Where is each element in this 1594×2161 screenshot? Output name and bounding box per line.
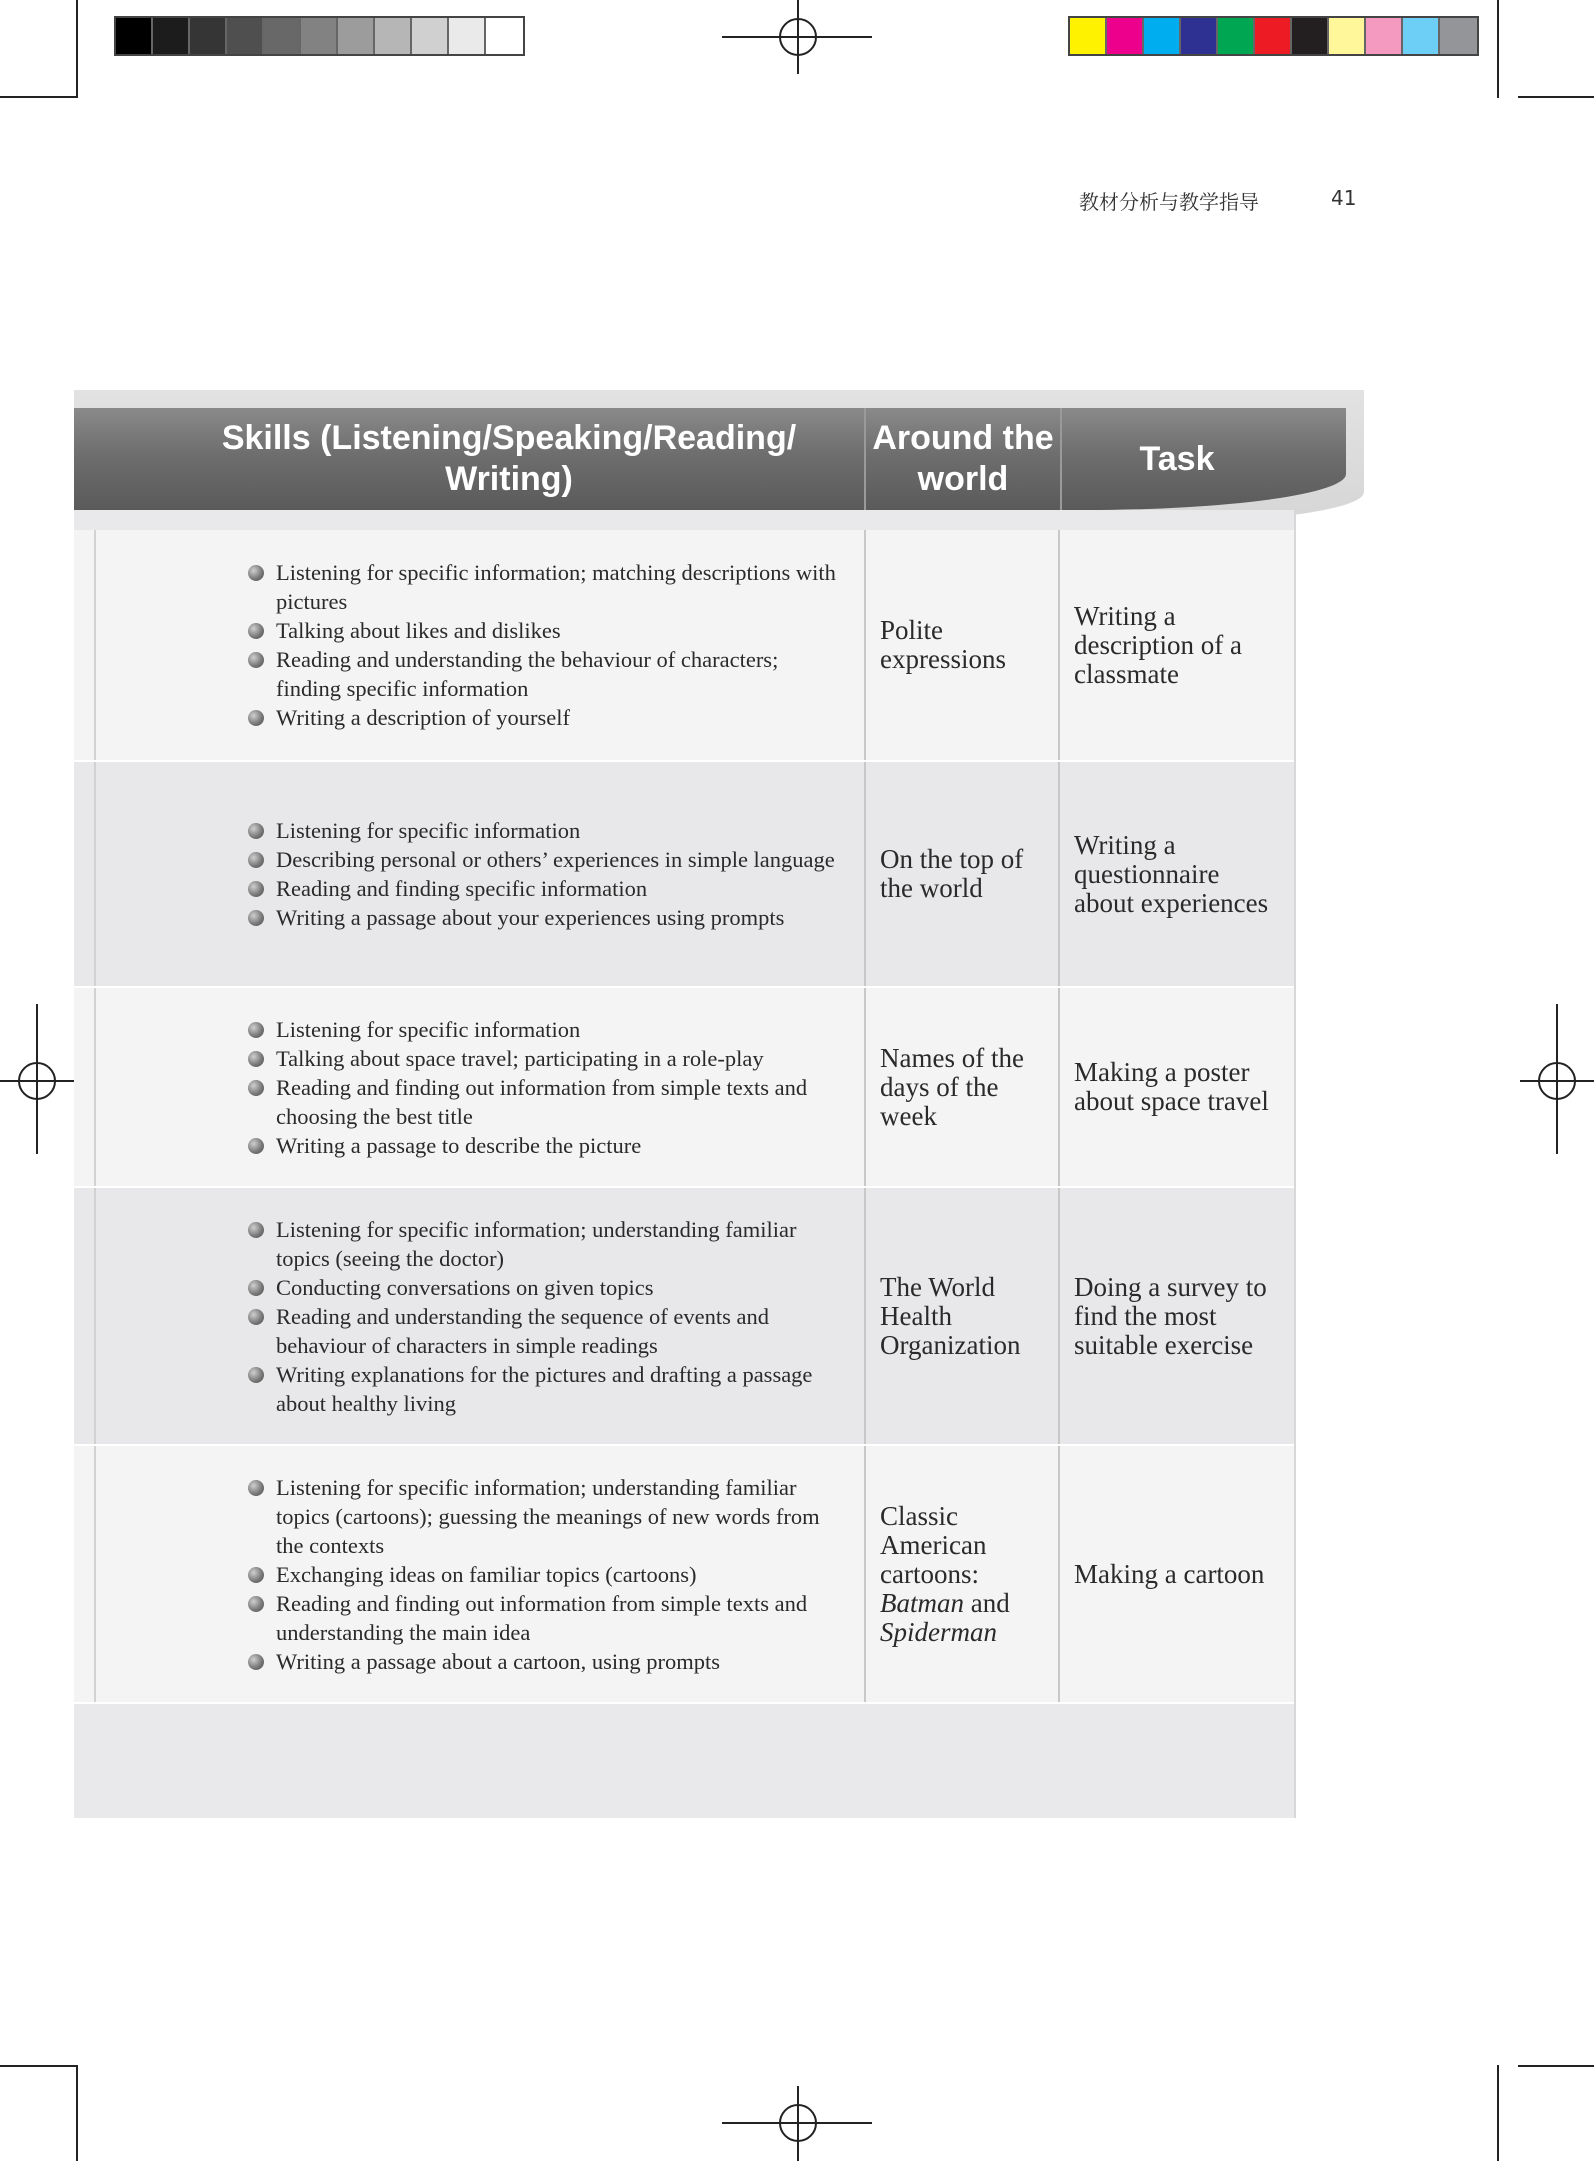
bullet-icon xyxy=(248,1280,264,1296)
bullet-icon xyxy=(248,852,264,868)
bullet-icon xyxy=(248,1654,264,1670)
bullet-icon xyxy=(248,1309,264,1325)
gray-swatch xyxy=(190,18,227,54)
bullet-icon xyxy=(248,1051,264,1067)
table-row xyxy=(74,762,1294,988)
skill-item: Writing a passage about your experiences using prompts xyxy=(246,903,846,932)
skill-item: Writing a description of yourself xyxy=(246,703,846,732)
bullet-icon xyxy=(248,1022,264,1038)
skills-cell xyxy=(96,1446,866,1702)
gray-swatch xyxy=(153,18,190,54)
skill-item: Reading and understanding the sequence of events and behaviour of characters in simple readings xyxy=(246,1302,846,1360)
bullet-icon xyxy=(248,823,264,839)
around-the-world-cell: The World Health Organization xyxy=(866,1188,1060,1444)
bullet-icon xyxy=(248,1567,264,1583)
column-header-task: Task xyxy=(1139,439,1215,478)
skill-item: Talking about space travel; participating in a role-play xyxy=(246,1044,846,1073)
italic-title-batman: Batman xyxy=(880,1587,964,1618)
gray-color-bar xyxy=(114,16,525,56)
bullet-icon xyxy=(248,1222,264,1238)
table-body xyxy=(74,510,1296,1818)
skills-cell xyxy=(96,530,866,760)
table-row xyxy=(74,1446,1294,1704)
color-swatch xyxy=(1329,18,1366,54)
column-header-around-the-world: Around the world xyxy=(866,408,1062,510)
skill-item: Describing personal or others’ experiences in simple language xyxy=(246,845,846,874)
color-swatch xyxy=(1070,18,1107,54)
skill-item: Talking about likes and dislikes xyxy=(246,616,846,645)
skill-item: Reading and finding specific information xyxy=(246,874,846,903)
color-swatch xyxy=(1181,18,1218,54)
column-header-skills: Skills (Listening/Speaking/Reading/ Writing) xyxy=(74,408,866,510)
skill-item: Reading and understanding the behaviour of characters; finding specific information xyxy=(246,645,846,703)
color-swatch xyxy=(1440,18,1477,54)
task-cell: Doing a survey to find the most suitable exercise xyxy=(1074,1271,1267,1360)
table-row xyxy=(74,988,1294,1188)
skills-cell xyxy=(96,1188,866,1444)
gray-swatch xyxy=(264,18,301,54)
italic-title-spiderman: Spiderman xyxy=(880,1616,997,1647)
task-cell: Writing a description of a classmate xyxy=(1074,600,1242,689)
bullet-icon xyxy=(248,1138,264,1154)
skill-item: Reading and finding out information from simple texts and understanding the main idea xyxy=(246,1589,846,1647)
skill-item: Writing explanations for the pictures and drafting a passage about healthy living xyxy=(246,1360,846,1418)
skill-item: Exchanging ideas on familiar topics (cartoons) xyxy=(246,1560,846,1589)
color-swatch xyxy=(1144,18,1181,54)
bullet-icon xyxy=(248,565,264,581)
around-the-world-cell: Names of the days of the week xyxy=(866,988,1060,1186)
skill-item: Listening for specific information; understanding familiar topics (seeing the doctor) xyxy=(246,1215,846,1273)
skill-item: Listening for specific information; understanding familiar topics (cartoons); guessing the meanings of new words from the contexts xyxy=(246,1473,846,1560)
skill-item: Listening for specific information xyxy=(246,816,846,845)
bullet-icon xyxy=(248,881,264,897)
skills-cell xyxy=(96,762,866,986)
skills-table xyxy=(74,390,1364,1818)
skills-cell xyxy=(96,988,866,1186)
skill-item: Conducting conversations on given topics xyxy=(246,1273,846,1302)
bullet-icon xyxy=(248,623,264,639)
bullet-icon xyxy=(248,1080,264,1096)
task-cell: Making a poster about space travel xyxy=(1074,1057,1269,1116)
skill-item: Listening for specific information; matching descriptions with pictures xyxy=(246,558,846,616)
cmyk-color-bar xyxy=(1068,16,1479,56)
gray-swatch xyxy=(375,18,412,54)
table-row xyxy=(74,1188,1294,1446)
gray-swatch xyxy=(227,18,264,54)
bullet-icon xyxy=(248,1596,264,1612)
gray-swatch xyxy=(449,18,486,54)
table-row xyxy=(74,530,1294,762)
color-swatch xyxy=(1218,18,1255,54)
skill-item: Listening for specific information xyxy=(246,1015,846,1044)
task-cell: Making a cartoon xyxy=(1074,1558,1265,1589)
color-swatch xyxy=(1366,18,1403,54)
color-swatch xyxy=(1292,18,1329,54)
page-number: 41 xyxy=(1331,186,1357,210)
color-swatch xyxy=(1107,18,1144,54)
gray-swatch xyxy=(486,18,523,54)
bullet-icon xyxy=(248,1367,264,1383)
skill-item: Reading and finding out information from simple texts and choosing the best title xyxy=(246,1073,846,1131)
chapter-title: 教材分析与教学指导 xyxy=(1079,189,1259,214)
gray-swatch xyxy=(301,18,338,54)
around-the-world-cell: Polite expressions xyxy=(866,530,1060,760)
task-cell: Writing a questionnaire about experiences xyxy=(1074,829,1269,918)
gray-swatch xyxy=(116,18,153,54)
around-the-world-cell: Classic American cartoons: Batman and Spiderman xyxy=(866,1446,1060,1702)
around-the-world-cell: On the top of the world xyxy=(866,762,1060,986)
color-swatch xyxy=(1403,18,1440,54)
bullet-icon xyxy=(248,910,264,926)
gray-swatch xyxy=(338,18,375,54)
table-header xyxy=(74,408,1346,510)
skill-item: Writing a passage about a cartoon, using prompts xyxy=(246,1647,846,1676)
bullet-icon xyxy=(248,652,264,668)
gray-swatch xyxy=(412,18,449,54)
skill-item: Writing a passage to describe the picture xyxy=(246,1131,846,1160)
color-swatch xyxy=(1255,18,1292,54)
bullet-icon xyxy=(248,710,264,726)
bullet-icon xyxy=(248,1480,264,1496)
